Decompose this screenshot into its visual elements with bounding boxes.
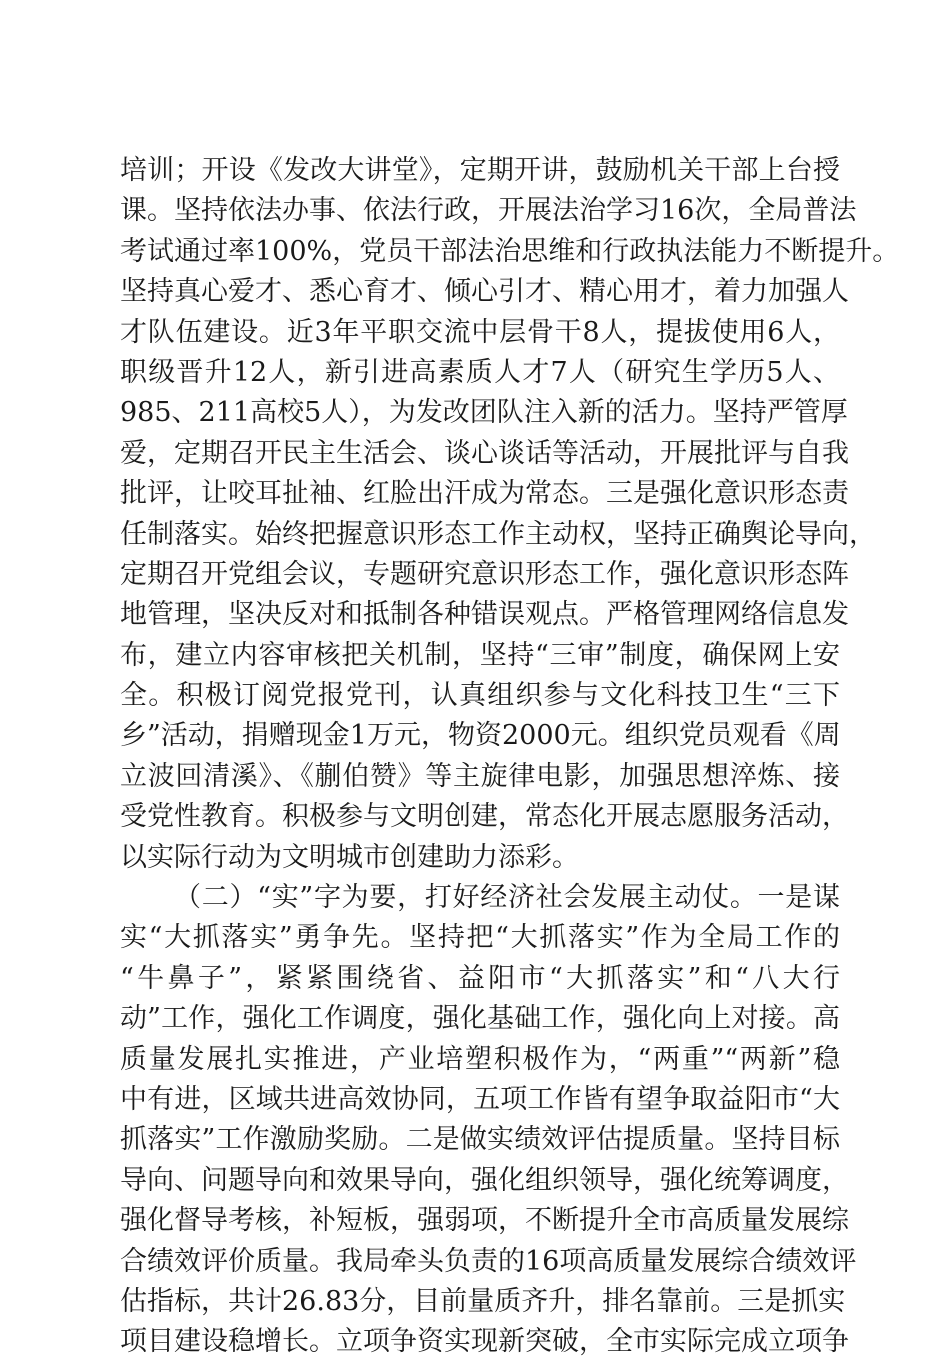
text-line: 地管理，坚决反对和抵制各种错误观点。严格管理网络信息发 xyxy=(120,599,849,631)
text-line: 布，建立内容审核把关机制，坚持“三审”制度，确保网上安 xyxy=(120,639,840,671)
text-line: 质量发展扎实推进，产业培塑积极作为，“两重”“两新”稳 xyxy=(120,1043,840,1075)
document-body xyxy=(120,151,900,1363)
text-line: 985、211高校5人），为发改团队注入新的活力。坚持严管厚 xyxy=(120,397,848,429)
text-line: 以实际行动为文明城市创建助力添彩。 xyxy=(120,841,579,873)
text-line: 定期召开党组会议，专题研究意识形态工作，强化意识形态阵 xyxy=(120,558,849,590)
text-line: 坚持真心爱才、悉心育才、倾心引才、精心用才，着力加强人 xyxy=(120,276,849,308)
paragraph-2 xyxy=(120,878,857,1363)
text-line: 项目建设稳增长。立项争资实现新突破，全市实际完成立项争 xyxy=(120,1326,849,1358)
text-line: 抓落实”工作激励奖励。二是做实绩效评估提质量。坚持目标 xyxy=(120,1124,840,1156)
text-line: 考试通过率100%，党员干部法治思维和行政执法能力不断提升。 xyxy=(120,235,900,267)
text-line: 爱，定期召开民主生活会、谈心谈话等活动，开展批评与自我 xyxy=(120,437,849,469)
text-line: 动”工作，强化工作调度，强化基础工作，强化向上对接。高 xyxy=(120,1003,840,1035)
text-line: 职级晋升12人，新引进高素质人才7人（研究生学历5人、 xyxy=(120,356,840,388)
paragraph-1 xyxy=(120,151,900,878)
text-line: 合绩效评价质量。我局牵头负责的16项高质量发展综合绩效评 xyxy=(120,1245,857,1277)
text-line: 课。坚持依法办事、依法行政，开展法治学习16次，全局普法 xyxy=(120,195,857,227)
text-line: 立波回清溪》、《蒯伯赞》等主旋律电影，加强思想淬炼、接 xyxy=(120,760,840,792)
text-line: 导向、问题导向和效果导向，强化组织领导，强化统筹调度， xyxy=(120,1164,849,1196)
text-line: 培训；开设《发改大讲堂》，定期开讲，鼓励机关干部上台授 xyxy=(120,155,840,186)
text-line: 批评，让咬耳扯袖、红脸出汗成为常态。三是强化意识形态责 xyxy=(120,478,849,510)
text-line: 全。积极订阅党报党刊，认真组织参与文化科技卫生“三下 xyxy=(120,680,840,712)
text-line: 受党性教育。积极参与文明创建，常态化开展志愿服务活动， xyxy=(120,801,849,833)
text-line: “牛鼻子”，紧紧围绕省、益阳市“大抓落实”和“八大行 xyxy=(120,962,840,994)
text-line: 强化督导考核，补短板，强弱项，不断提升全市高质量发展综 xyxy=(120,1205,849,1237)
text-line: 才队伍建设。近3年平职交流中层骨干8人，提拔使用6人， xyxy=(120,316,840,348)
text-line: 估指标，共计26.83分，目前量质齐升，排名靠前。三是抓实 xyxy=(120,1285,846,1317)
text-line: 任制落实。始终把握意识形态工作主动权，坚持正确舆论导向， xyxy=(120,518,876,550)
text-line: 实“大抓落实”勇争先。坚持把“大抓落实”作为全局工作的 xyxy=(120,922,840,954)
paragraph-heading-line: （二）“实”字为要，打好经济社会发展主动仗。一是谋 xyxy=(174,882,840,914)
text-line: 中有进，区域共进高效协同，五项工作皆有望争取益阳市“大 xyxy=(120,1083,840,1115)
text-line: 乡”活动，捐赠现金1万元，物资2000元。组织党员观看《周 xyxy=(120,720,841,752)
